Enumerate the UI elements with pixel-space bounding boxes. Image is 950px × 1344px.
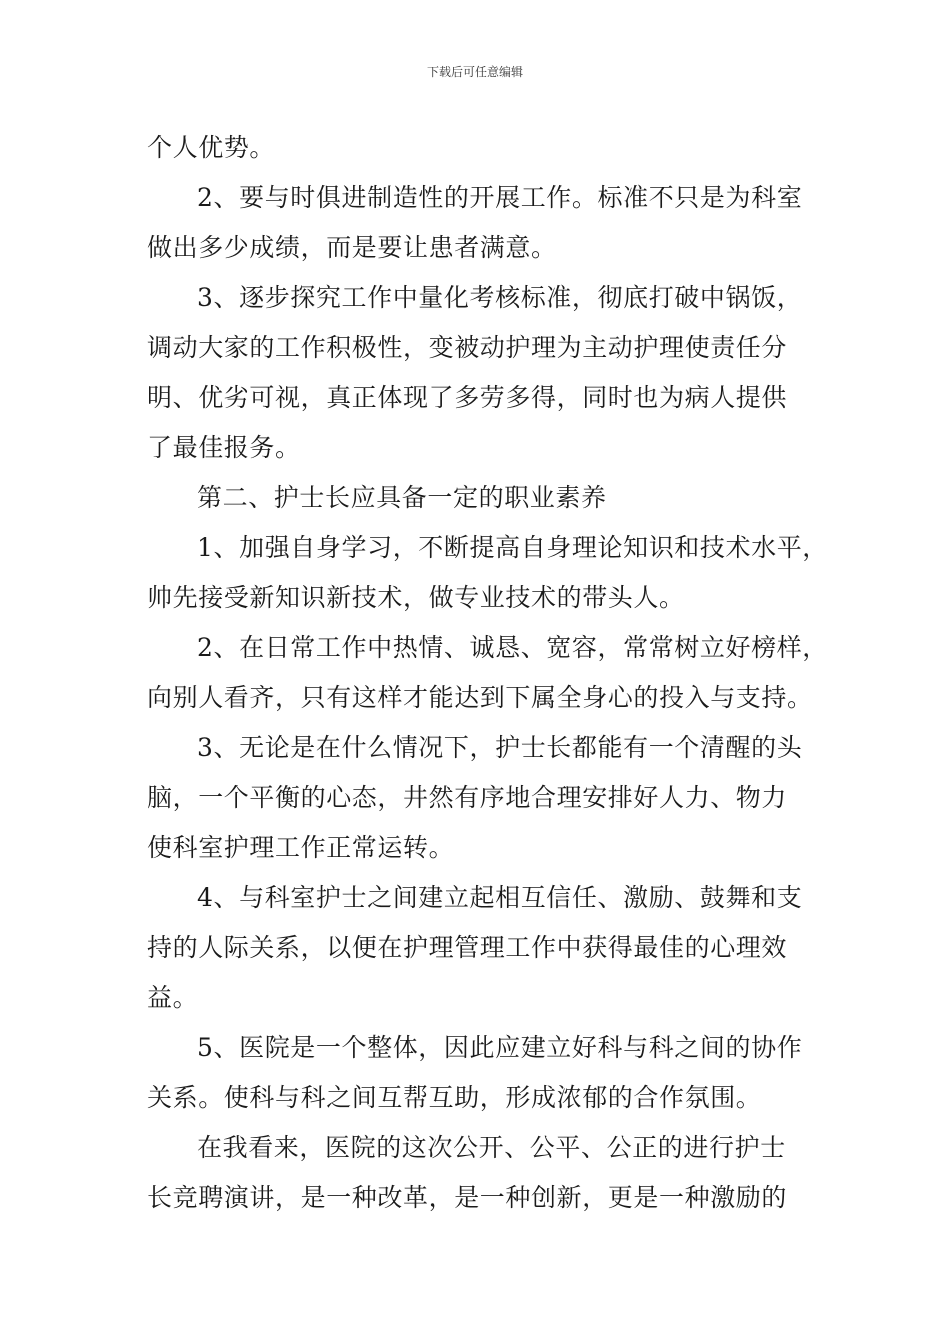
text-line: 调动大家的工作积极性，变被动护理为主动护理使责任分	[147, 333, 788, 362]
text-line: 2、要与时俱进制造性的开展工作。标准不只是为科室	[197, 183, 803, 212]
text-line: 明、优劣可视，真正体现了多劳多得，同时也为病人提供	[147, 383, 788, 412]
text-line: 长竞聘演讲，是一种改革，是一种创新，更是一种激励的	[147, 1183, 788, 1212]
text-line: 1、加强自身学习，不断提高自身理论知识和技术水平，	[197, 533, 828, 562]
text-line: 向别人看齐，只有这样才能达到下属全身心的投入与支持。	[147, 683, 813, 712]
text-line: 了最佳报务。	[147, 433, 301, 462]
page-header: 下载后可任意编辑	[426, 65, 523, 79]
text-line: 关系。使科与科之间互帮互助，形成浓郁的合作氛围。	[147, 1083, 762, 1112]
text-line: 5、医院是一个整体，因此应建立好科与科之间的协作	[197, 1033, 803, 1062]
text-line: 3、无论是在什么情况下，护士长都能有一个清醒的头	[197, 733, 803, 762]
text-line: 3、逐步探究工作中量化考核标准，彻底打破中锅饭，	[197, 283, 803, 312]
text-line: 个人优势。	[147, 133, 276, 162]
text-line: 4、与科室护士之间建立起相互信任、激励、鼓舞和支	[197, 883, 803, 912]
text-line: 脑，一个平衡的心态，井然有序地合理安排好人力、物力	[147, 783, 788, 812]
text-line: 做出多少成绩，而是要让患者满意。	[147, 233, 557, 262]
section-heading: 第二、护士长应具备一定的职业素养	[197, 483, 607, 512]
text-line: 2、在日常工作中热情、诚恳、宽容，常常树立好榜样，	[197, 633, 828, 662]
text-line: 在我看来，医院的这次公开、公平、公正的进行护士	[197, 1133, 786, 1162]
text-line: 帅先接受新知识新技术，做专业技术的带头人。	[147, 583, 685, 612]
text-line: 使科室护理工作正常运转。	[147, 833, 455, 862]
text-line: 益。	[147, 983, 199, 1012]
text-line: 持的人际关系，以便在护理管理工作中获得最佳的心理效	[147, 933, 788, 962]
